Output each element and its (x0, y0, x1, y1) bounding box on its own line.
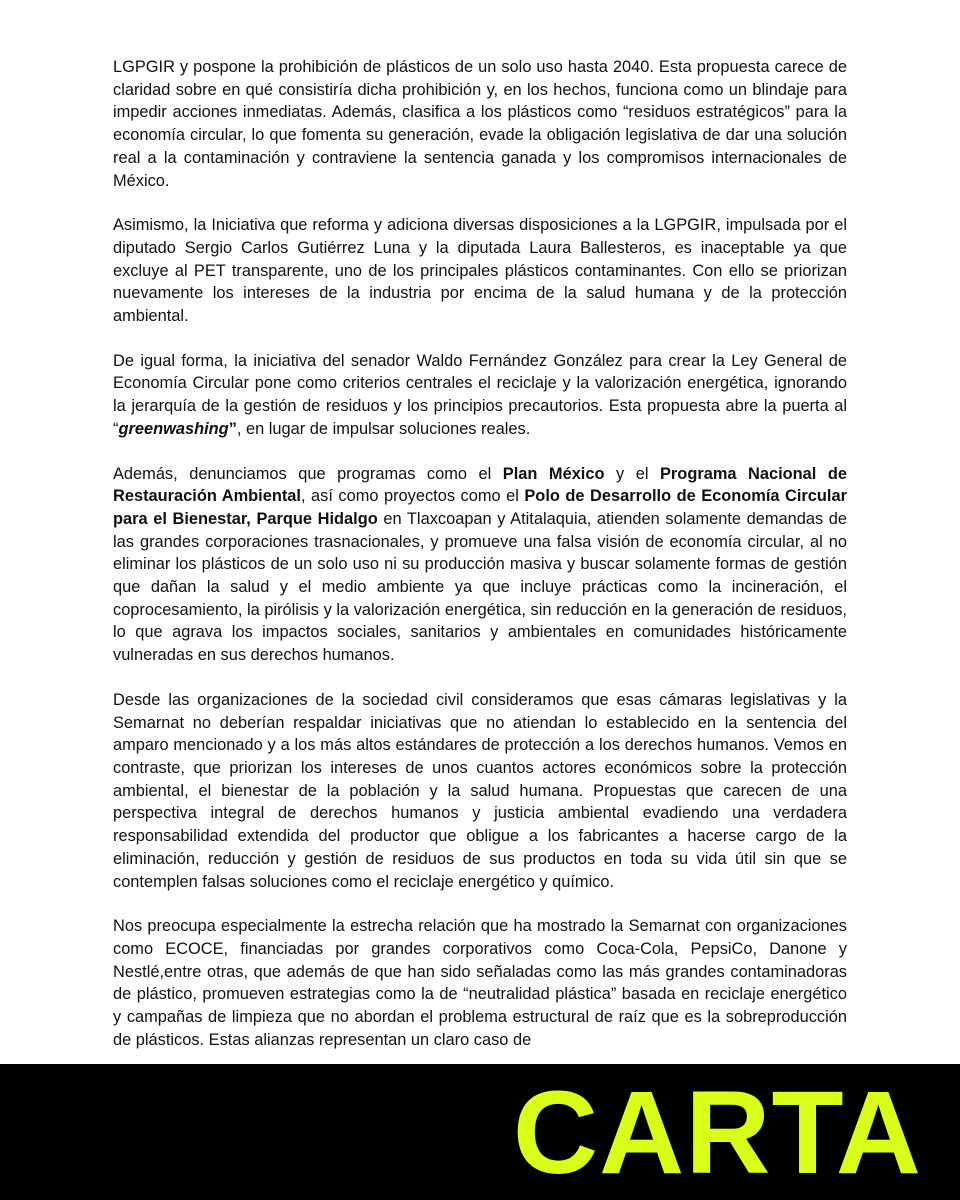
paragraph-text: Asimismo, la Iniciativa que reforma y adiciona diversas disposiciones a la LGPGIR, impulsada por el diputado Sergio Carlos Gutiérrez Luna y la diputada Laura Ballesteros, es inaceptable ya que excluye al PET transparente, uno de los principales plásticos contaminantes. Con ello se priorizan nuevamente los intereses de la industria por encima de la salud humana y de la protección ambiental. (113, 216, 847, 326)
paragraph-text: Nos preocupa especialmente la estrecha relación que ha mostrado la Semarnat con organizaciones como ECOCE, financiadas por grandes corporativos como Coca-Cola, PepsiCo, Danone y Nestlé,entre otras, que además de que han sido señaladas como las más grandes contaminadoras de plástico, promueven estrategias como la de “neutralidad plástica” basada en reciclaje energético y campañas de limpieza que no abordan el problema estructural de raíz que es la sobreproducción de plásticos. Estas alianzas representan un claro caso de (113, 917, 847, 1049)
emphasis-greenwashing: greenwashing (118, 419, 229, 438)
paragraph-1 (113, 56, 847, 192)
paragraph-text: , en lugar de impulsar soluciones reales. (236, 419, 531, 438)
paragraph-text: Además, denunciamos que programas como el (113, 464, 503, 483)
emphasis-quote: ” (228, 419, 237, 438)
paragraph-6 (113, 915, 847, 1051)
paragraph-2 (113, 214, 847, 328)
paragraph-text: Desde las organizaciones de la sociedad civil consideramos que esas cámaras legislativas y la Semarnat no deberían respaldar iniciativas que no atiendan lo establecido en la sentencia del amparo mencionado y a los más altos estándares de protección a los derechos humanos. Vemos en contraste, que priorizan los intereses de unos cuantos actores económicos sobre la protección ambiental, el bienestar de la población y la salud humana. Propuestas que carecen de una perspectiva integral de derechos humanos y justicia ambiental evadiendo una verdadera responsabilidad extendida del productor que obligue a los fabricantes a hacerse cargo de la eliminación, reducción y gestión de residuos de sus productos en toda su vida útil sin que se contemplen falsas soluciones como el reciclaje energético y químico. (113, 690, 847, 891)
footer-banner (0, 1064, 960, 1200)
emphasis-plan-mexico: Plan México (502, 464, 605, 483)
paragraph-3 (113, 350, 847, 441)
paragraph-text: y el (604, 464, 660, 483)
emphasis-programa-nacional: Programa Nacional de Restauración Ambiental (113, 464, 847, 506)
paragraph-text: , así como proyectos como el (300, 487, 525, 506)
emphasis-polo-desarrollo: Polo de Desarrollo de Economía Circular para el Bienestar, Parque Hidalgo (113, 487, 847, 528)
paragraph-5 (113, 689, 847, 893)
letter-body (113, 56, 847, 1073)
paragraph-text: De igual forma, la iniciativa del senador Waldo Fernández González para crear la Ley General de Economía Circular pone como criterios centrales el reciclaje y la valorización energética, ignorando la jerarquía de la gestión de residuos y los principios precautorios. Esta propuesta abre la puerta al “ (113, 351, 847, 438)
paragraph-text: LGPGIR y pospone la prohibición de plásticos de un solo uso hasta 2040. Esta propuesta carece de claridad sobre en qué consistiría dicha prohibición y, en los hechos, funciona como un blindaje para impedir acciones inmediatas. Además, clasifica a los plásticos como “residuos estratégicos” para la economía circular, lo que fomenta su generación, evade la obligación legislativa de dar una solución real a la contaminación y contraviene la sentencia ganada y los compromisos internacionales de México. (113, 58, 847, 190)
paragraph-text: en Tlaxcoapan y Atitalaquia, atienden solamente demandas de las grandes corporaciones trasnacionales, y promueve una falsa visión de economía circular, al no eliminar los plásticos de un solo uso ni su producción masiva y buscar solamente formas de gestión que dañan la salud y el medio ambiente ya que incluye prácticas como la incineración, el coprocesamiento, la pirólisis y la valorización energética, sin reducción en la generación de residuos, lo que agrava los impactos sociales, sanitarios y ambientales en comunidades históricamente vulneradas en sus derechos humanos. (113, 509, 848, 665)
paragraph-4 (113, 463, 847, 667)
footer-title: CARTA (512, 1067, 922, 1199)
